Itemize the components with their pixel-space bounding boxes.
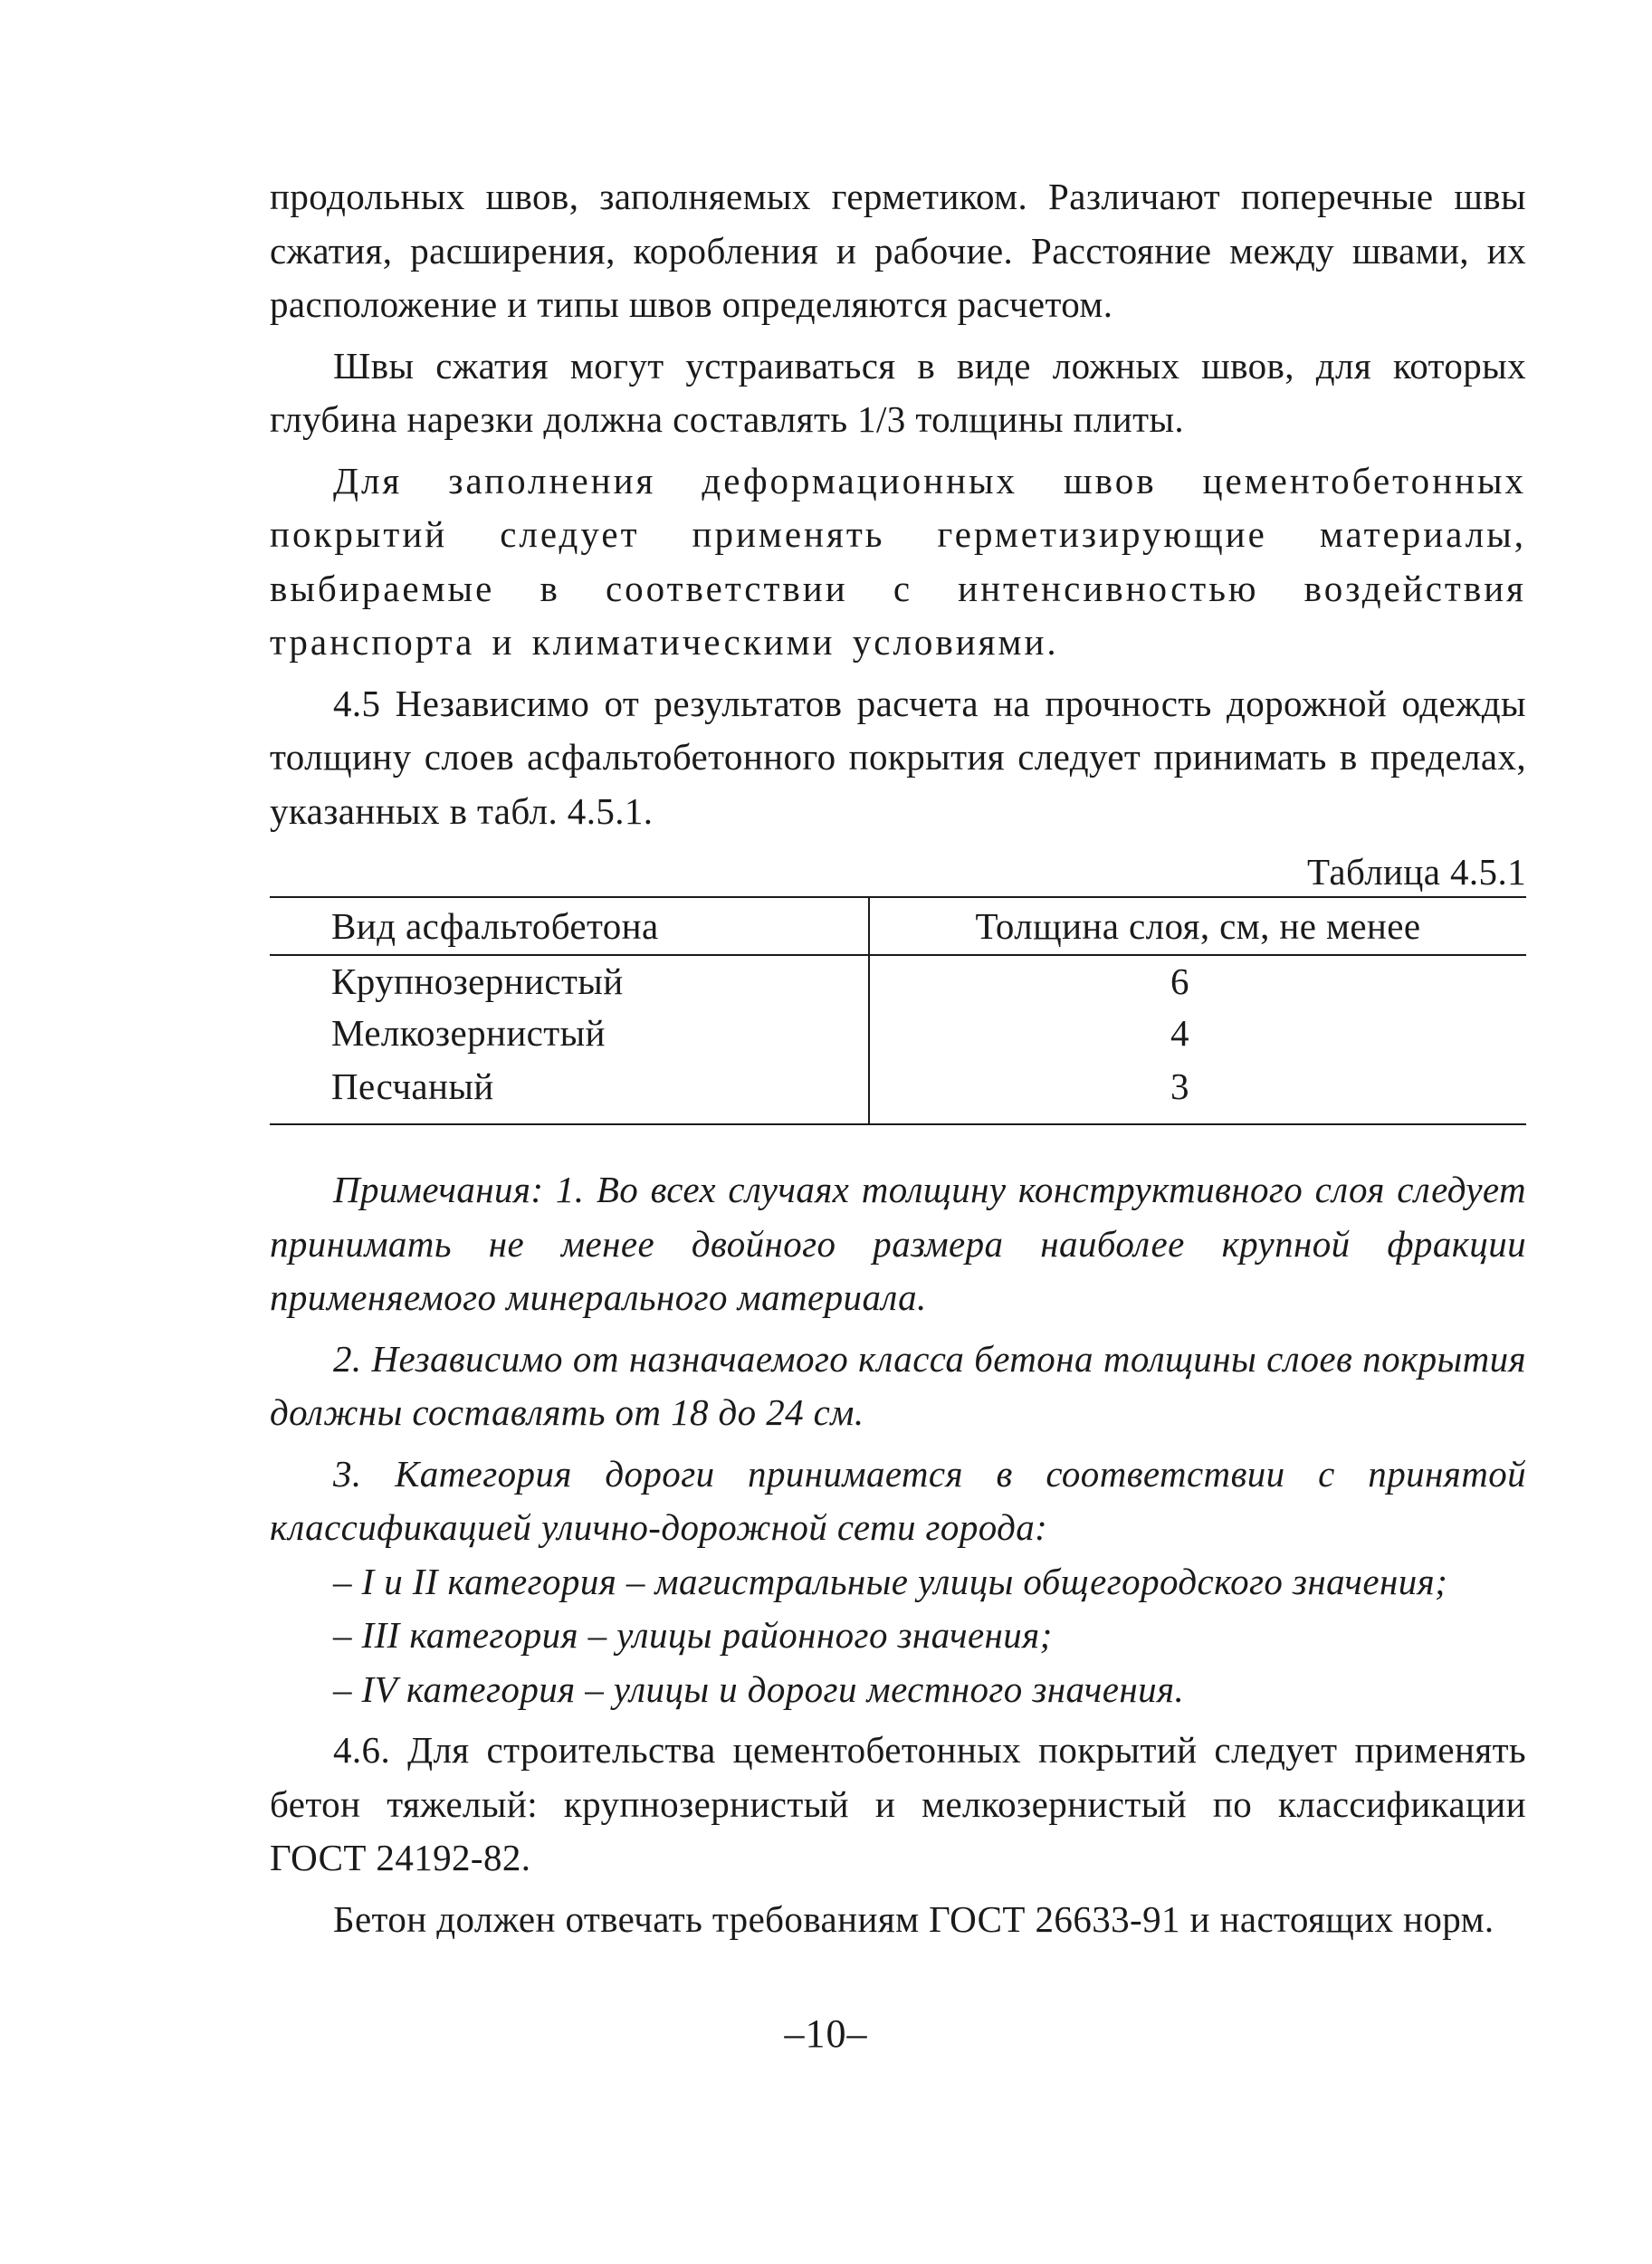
note-category-1-2: – I и II категория – магистральные улицы общегородского значения; [333,1560,1448,1602]
table-cell-type: Песчаный [270,1060,869,1124]
paragraph-sealing-materials: Для заполнения деформационных швов цементобетонных покрытий следует применять герметизирующие материалы, выбираемые в соответствии с интенсивностью воздействия транспорта и климатическими условиями. [270,459,1526,663]
note-1: Примечания: 1. Во всех случаях толщину конструктивного слоя следует принимать не менее двойного размера наиболее крупной фракции применяемого минерального материала. [270,1169,1526,1318]
table-caption: Таблица 4.5.1 [1306,851,1526,893]
table-row [270,1060,1526,1124]
table-cell-thickness: 4 [1170,1012,1189,1054]
table-row [270,955,1526,1007]
paragraph-section-4-5: 4.5 Независимо от результатов расчета на прочность дорожной одежды толщину слоев асфальтобетонного покрытия следует принимать в пределах, указанных в табл. 4.5.1. [270,682,1526,832]
page-number: –10– [784,2011,868,2056]
note-category-3: – III категория – улицы районного значения; [333,1614,1053,1656]
asphalt-thickness-table [270,896,1526,1125]
table-header-row [270,897,1526,955]
table-notes [270,1163,1526,1716]
table-header-asphalt-type: Вид асфальтобетона [270,897,869,955]
note-2: 2. Независимо от назначаемого класса бетона толщины слоев покрытия должны составлять от 18 до 24 см. [270,1337,1526,1433]
table-row [270,1007,1526,1060]
page-content [270,170,1526,1946]
note-3: 3. Категория дороги принимается в соответствии с принятой классификацией улично-дорожной сети города: [270,1452,1526,1548]
table-cell-thickness: 6 [1170,960,1189,1002]
table-header-thickness: Толщина слоя, см, не менее [869,897,1526,955]
table-cell-type: Крупнозернистый [270,955,869,1007]
section-4-6 [270,1724,1526,1946]
table-cell-thickness: 3 [1170,1065,1189,1107]
paragraph-compression-joints: Швы сжатия могут устраиваться в виде ложных швов, для которых глубина нарезки должна составлять 1/3 толщины плиты. [270,344,1526,440]
paragraph-concrete-requirements: Бетон должен отвечать требованиям ГОСТ 26633-91 и настоящих норм. [333,1897,1494,1940]
note-category-4: – IV категория – улицы и дороги местного значения. [333,1667,1185,1710]
paragraph-joints-types: продольных швов, заполняемых герметиком. Различают поперечные швы сжатия, расширения, коробления и рабочие. Расстояние между швами, их расположение и типы швов определяются расчетом. [270,176,1526,325]
paragraph-section-4-6: 4.6. Для строительства цементобетонных покрытий следует применять бетон тяжелый: крупнозернистый и мелкозернистый по классификации ГОСТ 24192-82. [270,1729,1526,1878]
table-bottom-rule [270,1124,1526,1125]
table-cell-type: Мелкозернистый [270,1007,869,1060]
